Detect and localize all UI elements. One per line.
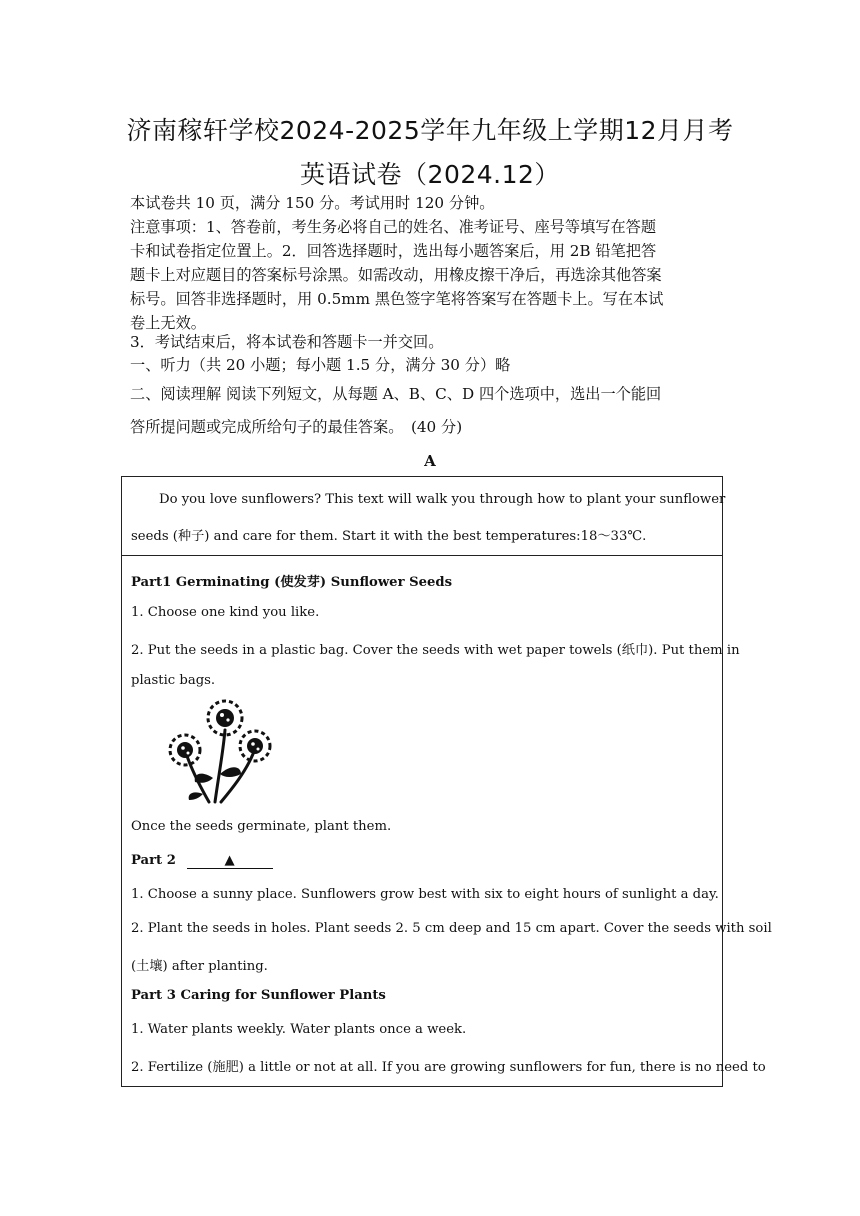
section-listening: 一、听力（共 20 小题；每小题 1.5 分，满分 30 分）略 — [130, 356, 511, 374]
part2-item: (土壤) after planting. — [131, 959, 268, 974]
part2-heading-row — [131, 853, 273, 869]
exam-title-line2: 英语试卷（2024.12） — [300, 160, 560, 189]
part1-after: Once the seeds germinate, plant them. — [131, 819, 392, 834]
exam-title-line1: 济南稼轩学校2024-2025学年九年级上学期12月月考 — [126, 116, 734, 145]
instruction-line: 卷上无效。 — [130, 314, 206, 332]
flower-head-left — [170, 735, 200, 765]
section-reading-line1: 二、阅读理解 阅读下列短文，从每题 A、B、C、D 四个选项中，选出一个能回 — [130, 385, 662, 403]
sunflower-illustration — [165, 698, 275, 806]
instruction-line: 标号。回答非选择题时，用 0.5mm 黑色签字笔将答案写在答题卡上。写在本试 — [130, 290, 664, 308]
instruction-line: 题卡上对应题目的答案标号涂黑。如需改动，用橡皮擦干净后，再选涂其他答案 — [130, 266, 662, 284]
flower-head-right — [240, 731, 270, 761]
passage-letter: A — [424, 452, 436, 470]
part1-item: 2. Put the seeds in a plastic bag. Cover the seeds with wet paper towels (纸巾). Put them in — [131, 643, 740, 658]
part1-item: 1. Choose one kind you like. — [131, 605, 320, 620]
instruction-line: 卡和试卷指定位置上。2．回答选择题时，选出每小题答案后，用 2B 铅笔把答 — [130, 242, 657, 260]
intro-line: seeds (种子) and care for them. Start it with the best temperatures:18～33℃. — [131, 529, 647, 544]
part2-item: 1. Choose a sunny place. Sunflowers grow best with six to eight hours of sunlight a day. — [131, 887, 719, 902]
part2-heading: Part 2 — [131, 853, 176, 868]
part2-item: 2. Plant the seeds in holes. Plant seeds 2. 5 cm deep and 15 cm apart. Cover the seeds with soil — [131, 921, 772, 936]
part3-item: 2. Fertilize (施肥) a little or not at all. If you are growing sunflowers for fun, there is no need to — [131, 1060, 766, 1075]
section-reading-line2: 答所提问题或完成所给句子的最佳答案。 (40 分) — [130, 418, 463, 436]
instruction-line: 本试卷共 10 页，满分 150 分。考试用时 120 分钟。 — [130, 194, 495, 212]
table-divider — [121, 555, 723, 556]
part1-heading: Part1 Germinating (使发芽) Sunflower Seeds — [131, 575, 453, 590]
intro-line: Do you love sunflowers? This text will walk you through how to plant your sunflower — [159, 492, 726, 507]
part3-item: 1. Water plants weekly. Water plants once a week. — [131, 1022, 467, 1037]
answer-blank: ▲ — [187, 854, 273, 869]
part1-item: plastic bags. — [131, 673, 216, 688]
instruction-line: 注意事项：1、答卷前，考生务必将自己的姓名、准考证号、座号等填写在答题 — [130, 218, 657, 236]
instruction-line: 3．考试结束后，将本试卷和答题卡一并交回。 — [130, 333, 444, 351]
part3-heading: Part 3 Caring for Sunflower Plants — [131, 988, 386, 1003]
